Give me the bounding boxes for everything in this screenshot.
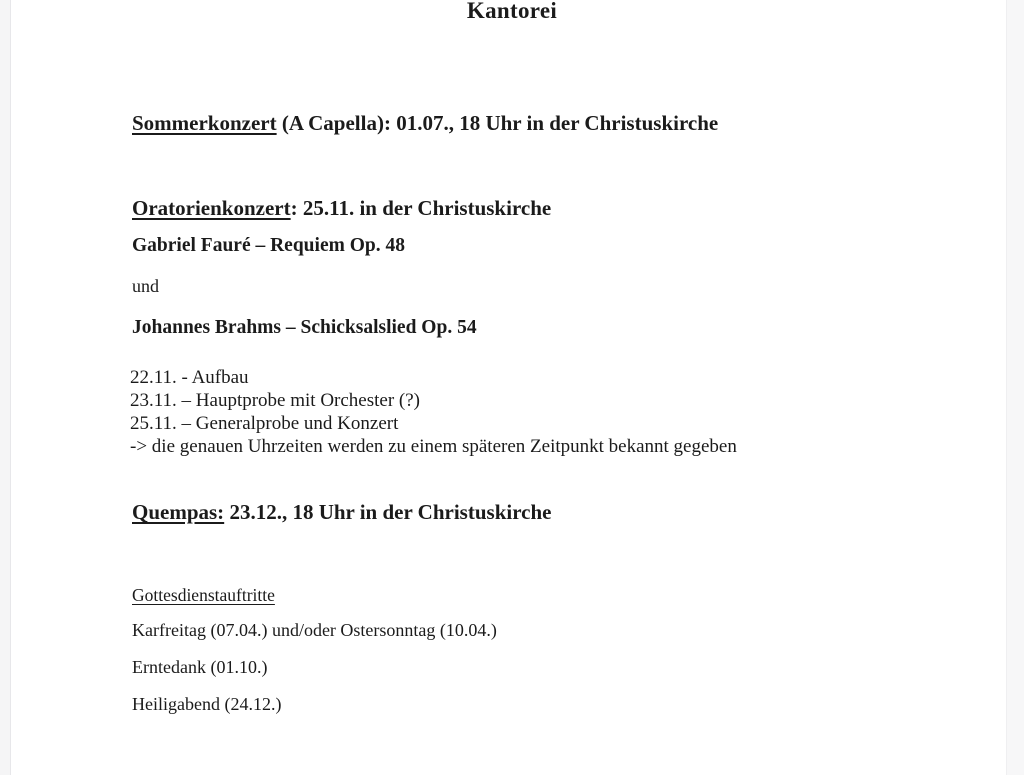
schedule-line: 25.11. – Generalprobe und Konzert	[130, 413, 399, 434]
schedule-note: -> die genauen Uhrzeiten werden zu einem späteren Zeitpunkt bekannt gegeben	[130, 436, 737, 457]
sommerkonzert-heading-rest: (A Capella): 01.07., 18 Uhr in der Christuskirche	[276, 111, 719, 135]
quempas-heading-rest: 23.12., 18 Uhr in der Christuskirche	[224, 500, 552, 524]
sommerkonzert-heading-underlined: Sommerkonzert	[132, 111, 277, 135]
page-right-edge	[1006, 0, 1024, 775]
rehearsal-schedule	[130, 366, 737, 458]
oratorienkonzert-heading	[132, 196, 551, 221]
sommerkonzert-heading	[132, 111, 718, 136]
quempas-heading	[132, 500, 551, 525]
schedule-line: 23.11. – Hauptprobe mit Orchester (?)	[130, 390, 421, 411]
work-faure: Gabriel Fauré – Requiem Op. 48	[132, 235, 405, 256]
schedule-line: 22.11. - Aufbau	[130, 367, 249, 388]
page-left-edge	[0, 0, 11, 775]
work-brahms: Johannes Brahms – Schicksalslied Op. 54	[132, 317, 477, 338]
service-item: Karfreitag (07.04.) und/oder Ostersonntag (10.04.)	[132, 620, 497, 640]
oratorienkonzert-heading-rest: : 25.11. in der Christuskirche	[290, 196, 552, 220]
document-title: Kantorei	[466, 0, 558, 23]
service-item: Erntedank (01.10.)	[132, 657, 268, 677]
service-item: Heiligabend (24.12.)	[132, 694, 282, 714]
connector-und: und	[132, 276, 159, 296]
gottesdienste-heading: Gottesdienstauftritte	[132, 585, 275, 605]
quempas-heading-underlined: Quempas:	[132, 500, 225, 524]
oratorienkonzert-heading-underlined: Oratorienkonzert	[132, 196, 291, 220]
